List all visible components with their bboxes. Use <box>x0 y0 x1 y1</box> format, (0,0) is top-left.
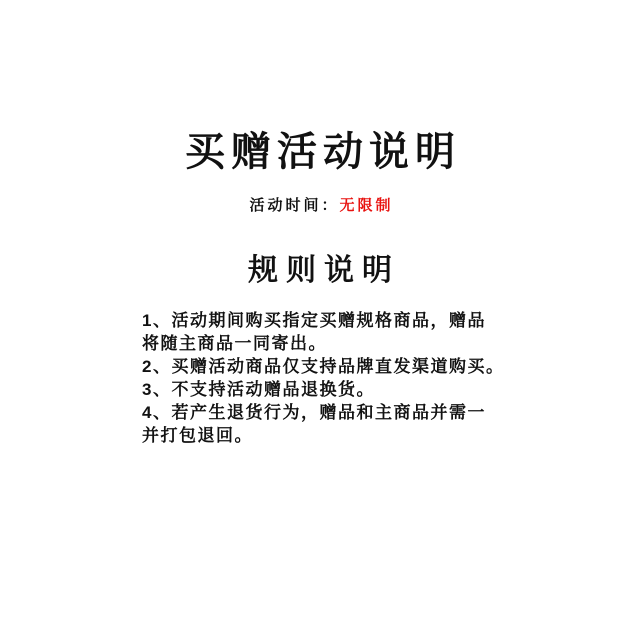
rule-line: 4、若产生退货行为，赠品和主商品并需一 <box>142 403 486 422</box>
rule-line: 并打包退回。 <box>142 426 253 445</box>
rules-list <box>142 309 507 447</box>
activity-time-value: 无限制 <box>339 197 394 214</box>
rules-heading: 规则说明 <box>248 254 400 287</box>
rule-line: 3、不支持活动赠品退换货。 <box>142 380 375 399</box>
rule-line: 1、活动期间购买指定买赠规格商品，赠品 <box>142 311 486 330</box>
activity-time-label: 活动时间： <box>249 197 340 214</box>
activity-time-line <box>0 197 640 215</box>
rule-line: 将随主商品一同寄出。 <box>142 334 327 353</box>
page-title: 买赠活动说明 <box>185 130 461 174</box>
rule-line: 2、买赠活动商品仅支持品牌直发渠道购买。 <box>142 357 505 376</box>
